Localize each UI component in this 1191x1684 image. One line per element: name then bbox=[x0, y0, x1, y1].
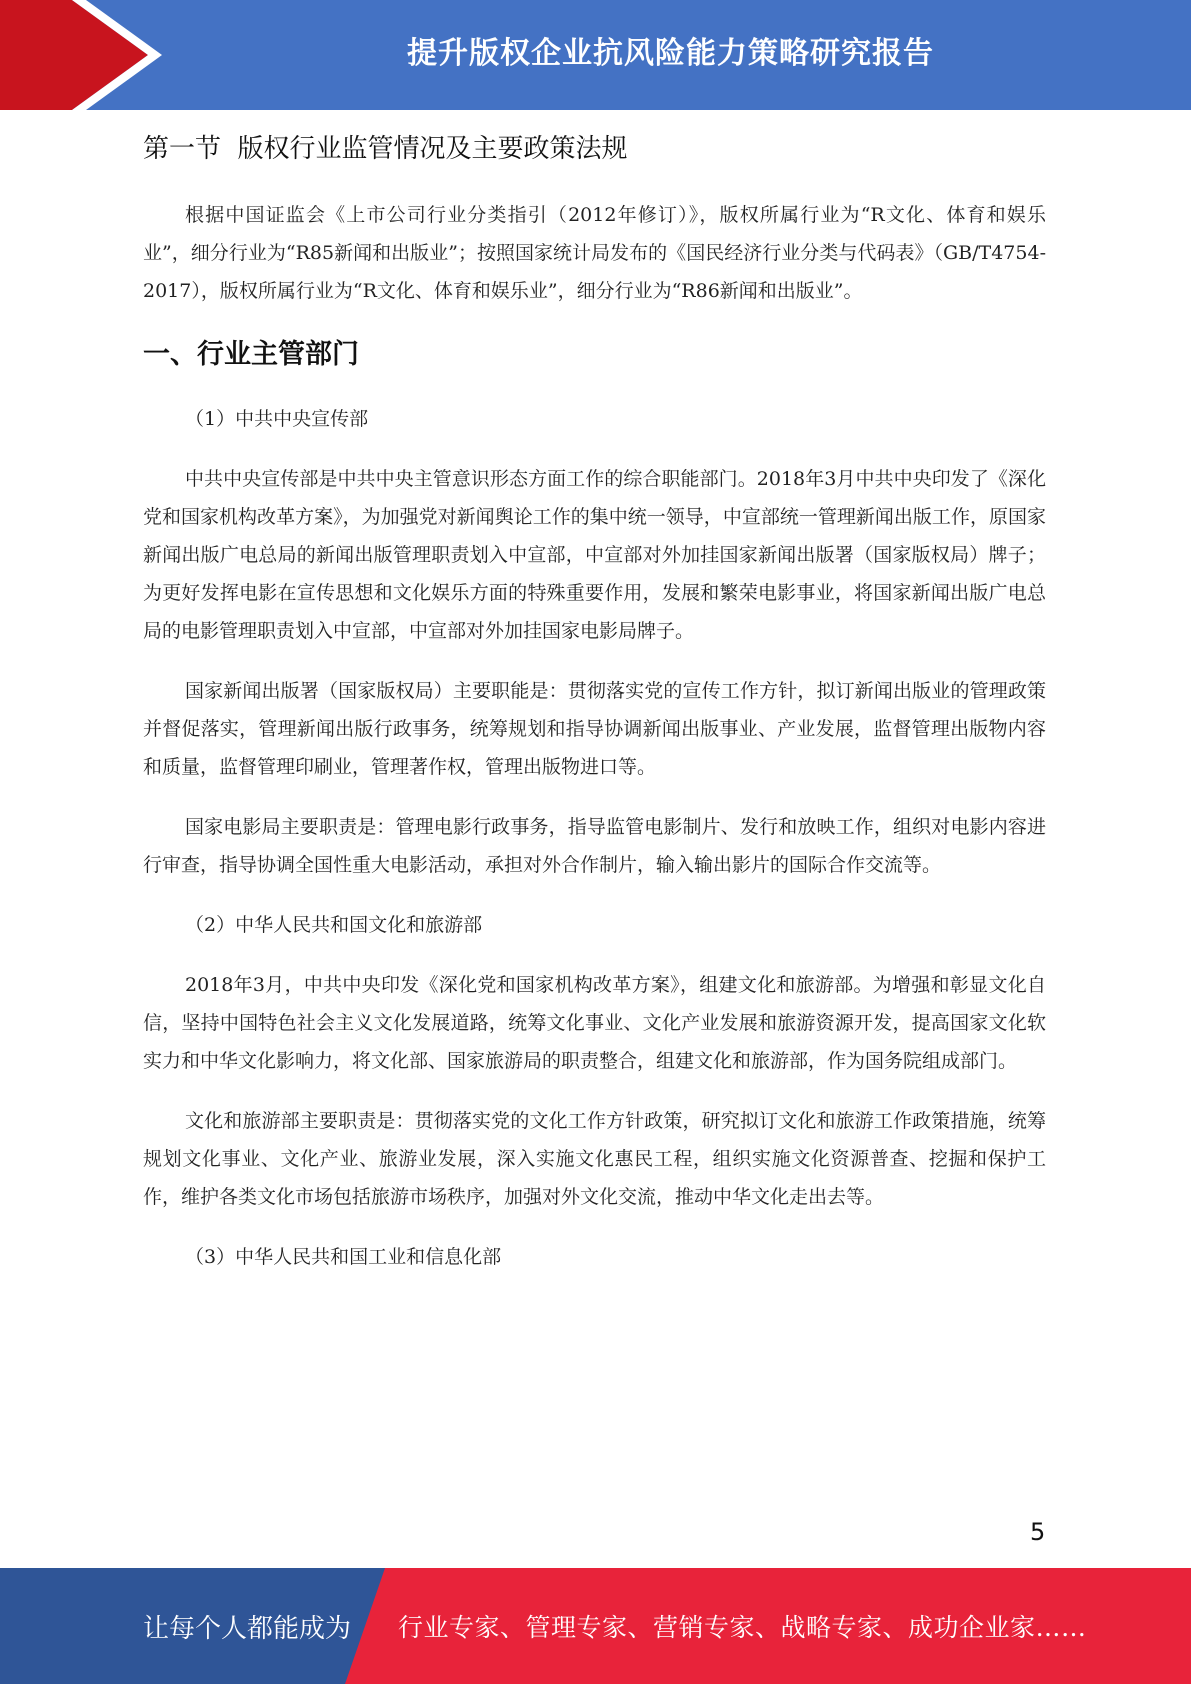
item-1-paragraph-3: 国家电影局主要职责是：管理电影行政事务，指导监管电影制片、发行和放映工作，组织对电影内容进行审查，指导协调全国性重大电影活动，承担对外合作制片，输入输出影片的国际合作交流等。 bbox=[143, 816, 1046, 876]
page-footer bbox=[0, 1568, 1191, 1684]
item-1-heading: （1）中共中央宣传部 bbox=[185, 408, 369, 430]
document-body bbox=[143, 128, 1046, 1276]
item-2-heading: （2）中华人民共和国文化和旅游部 bbox=[185, 914, 483, 936]
item-1-paragraph-1: 中共中央宣传部是中共中央主管意识形态方面工作的综合职能部门。2018年3月中共中央印发了《深化党和国家机构改革方案》，为加强党对新闻舆论工作的集中统一领导，中宣部统一管理新闻出版工作，原国家新闻出版广电总局的新闻出版管理职责划入中宣部，中宣部对外加挂国家新闻出版署（国家版权局）牌子；为更好发挥电影在宣传思想和文化娱乐方面的特殊重要作用，发展和繁荣电影事业，将国家新闻出版广电总局的电影管理职责划入中宣部，中宣部对外加挂国家电影局牌子。 bbox=[143, 468, 1046, 642]
report-title: 提升版权企业抗风险能力策略研究报告 bbox=[407, 36, 934, 71]
page-number: 5 bbox=[1030, 1518, 1046, 1546]
page-header bbox=[0, 0, 1191, 110]
item-3-heading: （3）中华人民共和国工业和信息化部 bbox=[185, 1246, 502, 1268]
subsection-title: 一、行业主管部门 bbox=[143, 339, 359, 370]
footer-slogan-left: 让每个人都能成为 bbox=[143, 1613, 352, 1644]
section-title: 第一节 版权行业监管情况及主要政策法规 bbox=[143, 134, 628, 164]
item-2-paragraph-2: 文化和旅游部主要职责是：贯彻落实党的文化工作方针政策，研究拟订文化和旅游工作政策措施，统筹规划文化事业、文化产业、旅游业发展，深入实施文化惠民工程，组织实施文化资源普查、挖掘和保护工作，维护各类文化市场包括旅游市场秩序，加强对外文化交流，推动中华文化走出去等。 bbox=[143, 1110, 1046, 1208]
intro-paragraph: 根据中国证监会《上市公司行业分类指引（2012年修订）》，版权所属行业为“R文化、体育和娱乐业”，细分行业为“R85新闻和出版业”；按照国家统计局发布的《国民经济行业分类与代码表》（GB/T4754-2017），版权所属行业为“R文化、体育和娱乐业”，细分行业为“R86新闻和出版业”。 bbox=[143, 204, 1047, 302]
item-2-paragraph-1: 2018年3月，中共中央印发《深化党和国家机构改革方案》，组建文化和旅游部。为增强和彰显文化自信，坚持中国特色社会主义文化发展道路，统筹文化事业、文化产业发展和旅游资源开发，提高国家文化软实力和中华文化影响力，将文化部、国家旅游局的职责整合，组建文化和旅游部，作为国务院组成部门。 bbox=[143, 974, 1046, 1072]
footer-slogan-right: 行业专家、管理专家、营销专家、战略专家、成功企业家…… bbox=[398, 1613, 1087, 1642]
item-1-paragraph-2: 国家新闻出版署（国家版权局）主要职能是：贯彻落实党的宣传工作方针，拟订新闻出版业的管理政策并督促落实，管理新闻出版行政事务，统筹规划和指导协调新闻出版事业、产业发展，监督管理出版物内容和质量，监督管理印刷业，管理著作权，管理出版物进口等。 bbox=[143, 680, 1046, 778]
